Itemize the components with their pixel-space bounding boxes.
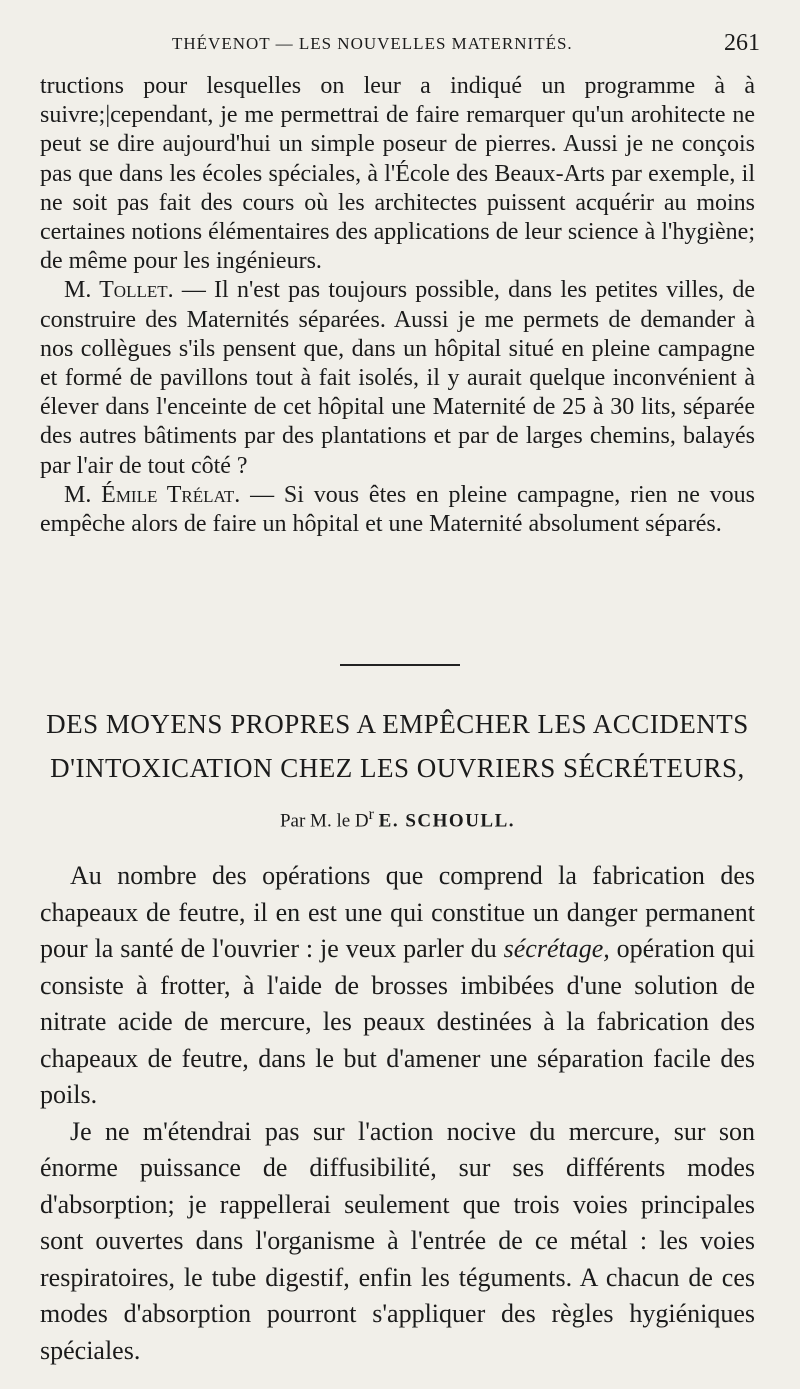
article-title-line: D'INTOXICATION CHEZ LES OUVRIERS SÉCRÉTEURS,: [50, 753, 745, 783]
speaker-remark: — Si vous êtes en pleine campagne, rien ne vous empêche alors de faire un hôpital et une Maternité absolument séparés.: [40, 481, 756, 538]
speaker-remark: — Il n'est pas toujours possible, dans les petites villes, de construire des Maternités séparées. Aussi je me permets de demander à nos collègues s'ils pensent que, dans un hôpital situé en pleine campagne et formé de pavillons tout à fait isolés, il y aurait quelque inconvénient à élever dans l'enceinte de cet hôpital une Maternité de 25 à 30 lits, séparée des autres bâtiments par des plantations et par de larges chemins, balayés par l'air de tout côté ?: [40, 277, 755, 479]
speaker-name: M. Tollet.: [64, 277, 174, 304]
byline-prefix: Par M. le D: [279, 810, 369, 832]
running-title: THÉVENOT — LES NOUVELLES MATERNITÉS.: [172, 34, 573, 53]
paragraph-text: Au nombre des opérations que comprend la fabrication des chapeaux de feutre, il en est une qui constitue un danger permanent pour la santé de l'ouvrier : je veux parler du: [40, 861, 755, 963]
author-name: E. SCHOULL.: [378, 810, 516, 832]
page-header: [40, 30, 760, 60]
article-paragraph: [40, 858, 755, 1114]
section-divider: [340, 664, 460, 666]
page-number: 261: [724, 30, 760, 56]
speaker-name: M. Émile Trélat.: [64, 481, 241, 508]
discussion-section: [40, 72, 755, 539]
article-byline: [40, 806, 755, 832]
article-body: [40, 858, 755, 1369]
byline-superscript: r: [368, 806, 374, 823]
discussion-paragraph: tructions pour lesquelles on leur a indiqué un programme à à suivre;|cependant, je me permettrai de faire remarquer qu'un arohitecte ne peut se dire aujourd'hui un simple poseur de pierres. Aussi je ne conçois pas que dans les écoles spéciales, à l'École des Beaux-Arts par exemple, il ne soit pas fait des cours où les architectes puissent acquérir au moins certaines notions élémentaires des applications de leur science à l'hygiène; de même pour les ingénieurs.: [40, 73, 755, 275]
discussion-paragraph: [40, 276, 755, 480]
article-paragraph: Je ne m'étendrai pas sur l'action nocive du mercure, sur son énorme puissance de diffusibilité, sur ses différents modes d'absorption; je rappellerai seulement que trois voies principales sont ouvertes dans l'organisme à l'entrée de ce métal : les voies respiratoires, le tube digestif, enfin les téguments. A chacun de ces modes d'absorption pourront s'appliquer des règles hygiéniques spéciales.: [40, 1116, 755, 1365]
article-title: [40, 702, 755, 790]
paragraph-text: opération qui consiste à frotter, à l'aide de brosses imbibées d'une solution de nitrate acide de mercure, les peaux destinées à la fabrication des chapeaux de feutre, dans le but d'amener une séparation facile des poils.: [40, 934, 755, 1109]
discussion-paragraph: [40, 481, 755, 539]
article-title-line: DES MOYENS PROPRES A EMPÊCHER LES ACCIDENTS: [46, 709, 749, 739]
italic-term: sécrétage,: [503, 934, 610, 963]
